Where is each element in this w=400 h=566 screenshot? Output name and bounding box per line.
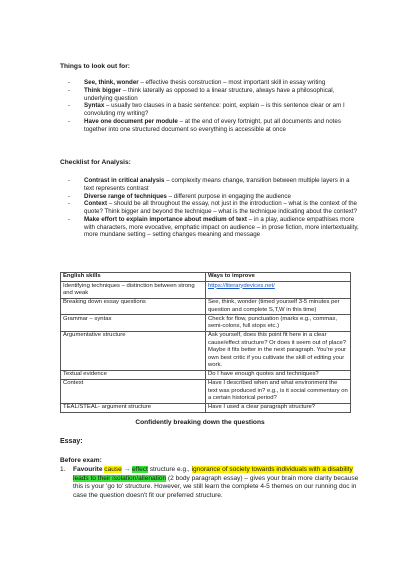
list-item: - Diverse range of techniques – different purpose in engaging the audience bbox=[60, 193, 360, 201]
table-cell: Argumentative structure bbox=[61, 331, 206, 370]
list-item: - Make effort to explain importance about medium of text – in a play, audience empathises more with characters, more evocative, emphatic impact on audience – in prose fiction, more intertextuality, more mundane setting – setting changes meaning and message bbox=[60, 216, 360, 239]
highlight-cause: cause bbox=[104, 466, 122, 473]
table-row bbox=[61, 315, 351, 332]
list-item: - Have one document per module – at the end of every fortnight, put all documents and notes together into one structured document so everything is accessible at once bbox=[60, 118, 360, 134]
table-cell bbox=[206, 282, 351, 299]
checklist-heading: Checklist for Analysis: bbox=[60, 159, 131, 166]
list-item: - Syntax – usually two clauses in a basic sentence: point, explain – is this sentence clear or am I convoluting my writing? bbox=[60, 102, 360, 118]
column-header: English skills bbox=[61, 273, 206, 282]
table-row bbox=[61, 331, 351, 370]
table-cell: Do I have enough quotes and techniques? bbox=[206, 370, 351, 379]
before-exam-label: Before exam: bbox=[60, 457, 102, 464]
table-row bbox=[61, 298, 351, 315]
highlight-effect: effect bbox=[131, 466, 148, 473]
table-cell: Identifying techniques – distinction between strong and weak bbox=[61, 282, 206, 299]
table-cell: Context bbox=[61, 379, 206, 403]
skills-table bbox=[60, 272, 351, 413]
checklist-list bbox=[60, 177, 360, 239]
numbered-item-text: Favourite cause → effect structure e.g., ignorance of society towards individuals with a disability leads to their isolation/alienation (2 body paragraph essay) – gives your brain more clarity because this is your 'go to' structure. However, we still learn the complete 4-5 themes on our running doc in case the question doesn't fit our preferred structure. bbox=[73, 466, 359, 499]
table-row bbox=[61, 370, 351, 379]
item-number: 1. bbox=[60, 466, 66, 473]
table-row bbox=[61, 282, 351, 299]
table-header-row bbox=[61, 273, 351, 282]
essay-label: Essay: bbox=[60, 438, 83, 445]
table-cell: Textual evidence bbox=[61, 370, 206, 379]
table-cell: Ask yourself, does this point fit here in a clear cause/effect structure? Or does it seem out of place? Maybe it fits better in the next paragraph. You're your own best critic if you cultivate the skill of editing your work. bbox=[206, 331, 351, 370]
table-cell: Have I described when and what environment the text was produced in? e.g., is it social commentary on a certain historical period? bbox=[206, 379, 351, 403]
column-header: Ways to improve bbox=[206, 273, 351, 282]
table-cell: Check for flow, punctuation (marks e.g., commas, semi-colons, full stops etc.) bbox=[206, 315, 351, 332]
list-item: - Context – should be all throughout the essay, not just in the introduction – what is the context of the quote? Think bigger and beyond the technique – what is the technique indicating about the context? bbox=[60, 200, 360, 216]
list-item: - Contrast in critical analysis – complexity means change, transition between multiple layers in a text represents contrast bbox=[60, 177, 360, 193]
numbered-item bbox=[60, 466, 360, 500]
table-cell: Have I used a clear paragraph structure? bbox=[206, 403, 351, 412]
table-cell: See, think, wonder (timed yourself 3-5 minutes per question and complete S,T,W in this time) bbox=[206, 298, 351, 315]
things-heading: Things to look out for: bbox=[60, 63, 130, 70]
arrow-icon: → bbox=[123, 466, 131, 473]
table-cell: TEAL/STEAL- argument structure bbox=[61, 403, 206, 412]
highlight-ignorance: ignorance of society towards individuals with a disability bbox=[191, 466, 353, 473]
list-item: - Think bigger – think laterally as opposed to a linear structure, always have a philosophical, underlying question bbox=[60, 87, 360, 103]
literary-devices-link[interactable]: https://literarydevices.net/ bbox=[208, 282, 275, 289]
section-title: Confidently breaking down the questions bbox=[135, 419, 265, 426]
list-item: - See, think, wonder – effective thesis construction – most important skill in essay writing bbox=[60, 79, 360, 87]
things-list bbox=[60, 79, 360, 133]
table-cell: Breaking down essay questions bbox=[61, 298, 206, 315]
table-row bbox=[61, 379, 351, 403]
highlight-isolation: leads to their isolation/alienation bbox=[73, 474, 167, 482]
table-row bbox=[61, 403, 351, 412]
table-cell: Grammar – syntax bbox=[61, 315, 206, 332]
